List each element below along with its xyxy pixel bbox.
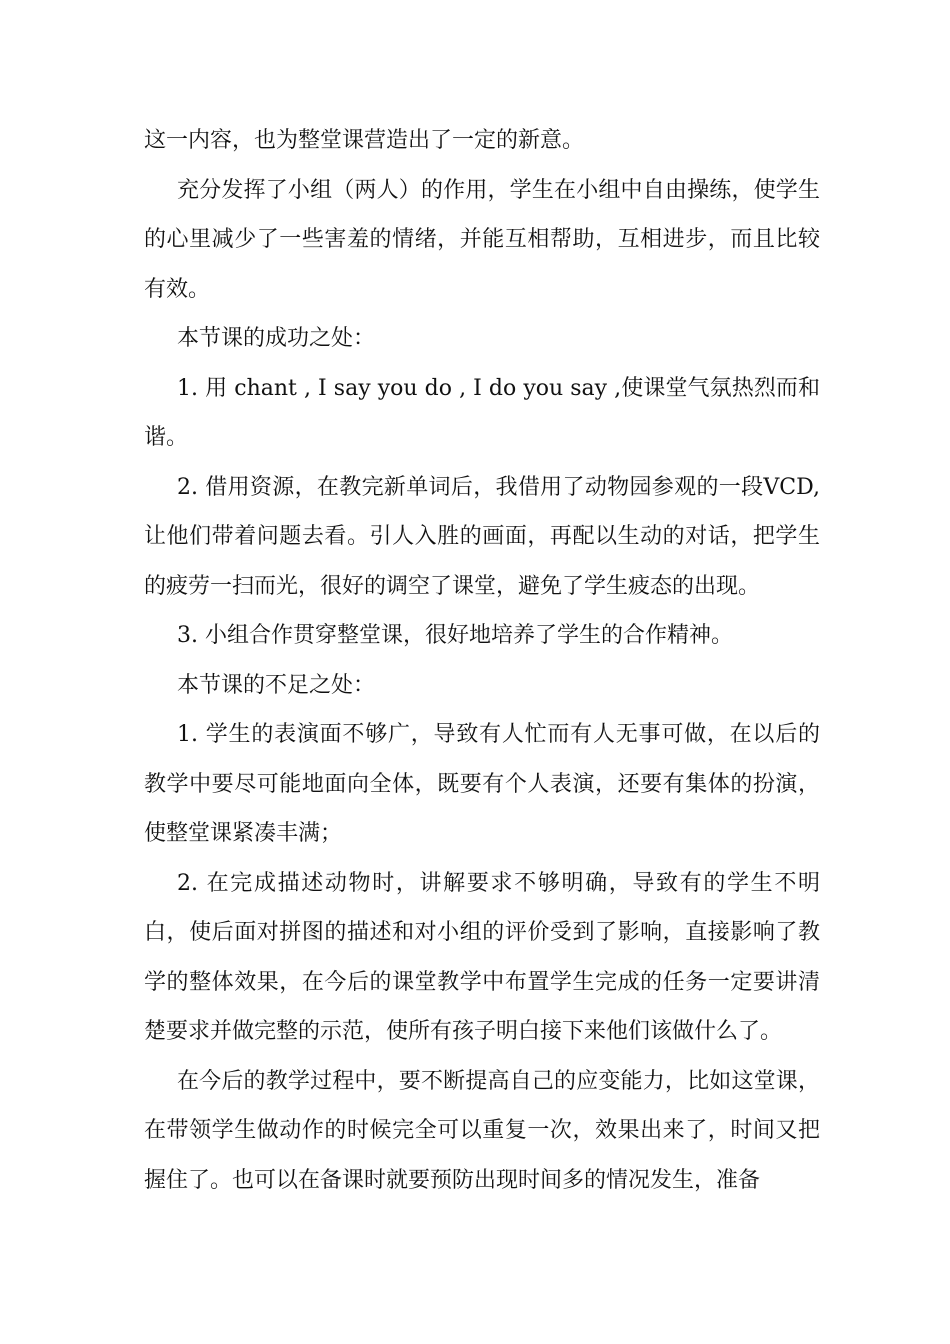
heading-successes: 本节课的成功之处： <box>177 326 376 351</box>
document-page <box>144 116 820 1205</box>
success-item-1: 1. 用 chant , I say you do , I do you say ,使课堂气氛热烈而和谐。 <box>144 375 820 450</box>
paragraph-future-teaching: 在今后的教学过程中，要不断提高自己的应变能力，比如这堂课，在带领学生做动作的时候完全可以重复一次，效果出来了，时间又把握住了。也可以在备课时就要预防出现时间多的情况发生，准备 <box>144 1068 820 1193</box>
shortcoming-item-2: 2. 在完成描述动物时，讲解要求不够明确，导致有的学生不明白，使后面对拼图的描述和对小组的评价受到了影响，直接影响了教学的整体效果，在今后的课堂教学中布置学生完成的任务一定要讲清楚要求并做完整的示范，使所有孩子明白接下来他们该做什么了。 <box>144 870 820 1044</box>
shortcoming-item-1: 1. 学生的表演面不够广，导致有人忙而有人无事可做，在以后的教学中要尽可能地面向全体，既要有个人表演，还要有集体的扮演，使整堂课紧凑丰满； <box>144 722 820 846</box>
paragraph-continuation: 这一内容，也为整堂课营造出了一定的新意。 <box>144 128 585 153</box>
success-item-3: 3. 小组合作贯穿整堂课，很好地培养了学生的合作精神。 <box>177 623 733 648</box>
paragraph-group-work: 充分发挥了小组（两人）的作用，学生在小组中自由操练，使学生的心里减少了一些害羞的情绪，并能互相帮助，互相进步，而且比较有效。 <box>144 177 820 302</box>
heading-shortcomings: 本节课的不足之处： <box>177 672 376 698</box>
success-item-2: 2. 借用资源，在教完新单词后，我借用了动物园参观的一段VCD, 让他们带着问题去看。引人入胜的画面，再配以生动的对话，把学生的疲劳一扫而光，很好的调空了课堂，避免了学生疲态的出现。 <box>144 474 820 599</box>
